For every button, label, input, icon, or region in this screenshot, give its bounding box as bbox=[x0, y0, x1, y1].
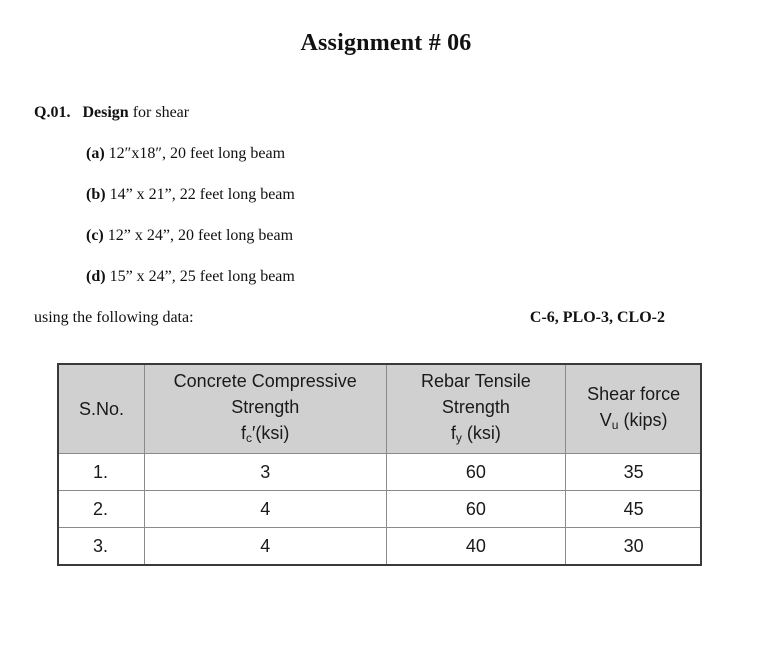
item-text: 12” x 24”, 20 feet long beam bbox=[107, 227, 294, 244]
item-text: 15” x 24”, 25 feet long beam bbox=[109, 268, 295, 285]
item-label: (d) bbox=[86, 268, 106, 285]
question-item bbox=[86, 268, 295, 286]
header-symbol: $f_c'(ksi)$ bbox=[241, 422, 290, 445]
header-sno: S.No. bbox=[59, 365, 145, 454]
header-text: Strength bbox=[441, 396, 510, 417]
item-label: (a) bbox=[86, 145, 105, 162]
question-heading bbox=[34, 104, 189, 122]
header-concrete-strength bbox=[144, 365, 386, 454]
question-heading-bold: Design bbox=[82, 104, 129, 121]
cell-fy: 60 bbox=[386, 454, 566, 491]
cell-fy: 60 bbox=[386, 491, 566, 528]
question-item bbox=[86, 227, 293, 245]
cell-fc: 4 bbox=[144, 491, 386, 528]
question-heading-rest: for shear bbox=[132, 104, 190, 121]
header-text: Concrete Compressive bbox=[173, 370, 357, 391]
cell-fc: 4 bbox=[144, 528, 386, 565]
header-shear-force bbox=[566, 365, 702, 454]
question-item bbox=[86, 145, 285, 163]
cell-vu: 35 bbox=[566, 454, 702, 491]
cell-fy: 40 bbox=[386, 528, 566, 565]
outcome-references: C-6, PLO-3, CLO-2 bbox=[529, 309, 665, 326]
header-symbol: $V_u$ (kips) bbox=[599, 409, 668, 432]
cell-fc: 3 bbox=[144, 454, 386, 491]
cell-sno: 2. bbox=[59, 491, 145, 528]
question-item bbox=[86, 186, 295, 204]
item-label: (b) bbox=[86, 186, 106, 203]
item-text: 14” x 21”, 22 feet long beam bbox=[109, 186, 295, 203]
data-table bbox=[58, 364, 702, 565]
cell-vu: 30 bbox=[566, 528, 702, 565]
item-label: (c) bbox=[86, 227, 104, 244]
table-header-row bbox=[59, 365, 702, 454]
header-text: Shear force bbox=[587, 383, 681, 404]
table-row bbox=[59, 454, 702, 491]
using-data-text: using the following data: bbox=[34, 309, 194, 326]
table-row bbox=[59, 528, 702, 565]
cell-vu: 45 bbox=[566, 491, 702, 528]
table-row bbox=[59, 491, 702, 528]
header-rebar-strength bbox=[386, 365, 566, 454]
header-symbol: $f_y$ (ksi) bbox=[450, 422, 501, 445]
header-text: Rebar Tensile bbox=[421, 370, 531, 391]
cell-sno: 3. bbox=[59, 528, 145, 565]
page-title: Assignment # 06 bbox=[300, 30, 472, 56]
cell-sno: 1. bbox=[59, 454, 145, 491]
question-number: Q.01. bbox=[34, 104, 71, 121]
header-text: Strength bbox=[231, 396, 300, 417]
item-text: 12″x18″, 20 feet long beam bbox=[108, 145, 286, 162]
